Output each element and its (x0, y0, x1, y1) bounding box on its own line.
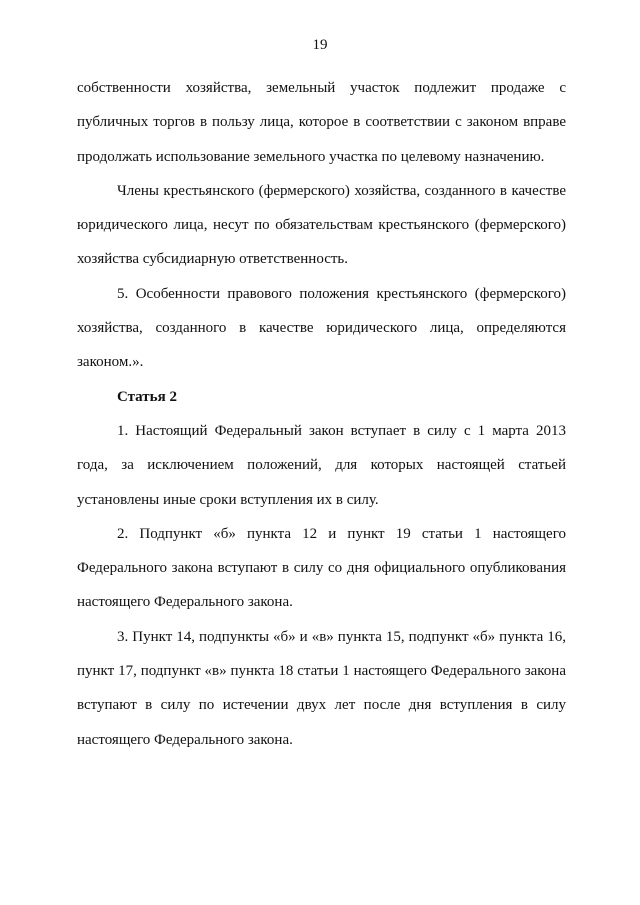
paragraph-item-5: 5. Особенности правового положения крестьянского (фермерского) хозяйства, созданного в качестве юридического лица, определяются законом.». (77, 285, 566, 371)
document-body (77, 71, 566, 757)
paragraph-article2-item-3: 3. Пункт 14, подпункты «б» и «в» пункта 15, подпункт «б» пункта 16, пункт 17, подпункт «в» пункта 18 статьи 1 настоящего Федерального закона вступают в силу по истечении двух лет после дня вступления в силу настоящего Федерального закона. (77, 628, 566, 748)
paragraph-article2-item-1: 1. Настоящий Федеральный закон вступает в силу с 1 марта 2013 года, за исключением положений, для которых настоящей статьей установлены иные сроки вступления их в силу. (77, 422, 566, 508)
paragraph-continuation: собственности хозяйства, земельный участок подлежит продаже с публичных торгов в пользу лица, которое в соответствии с законом вправе продолжать использование земельного участка по целевому назначению. (77, 80, 566, 165)
paragraph-article2-item-2: 2. Подпункт «б» пункта 12 и пункт 19 статьи 1 настоящего Федерального закона вступают в силу со дня официального опубликования настоящего Федерального закона. (77, 525, 566, 611)
page-number: 19 (312, 37, 328, 53)
paragraph-members-liability: Члены крестьянского (фермерского) хозяйства, созданного в качестве юридического лица, несут по обязательствам крестьянского (фермерского) хозяйства субсидиарную ответственность. (77, 182, 566, 268)
article-heading: Статья 2 (117, 388, 177, 405)
